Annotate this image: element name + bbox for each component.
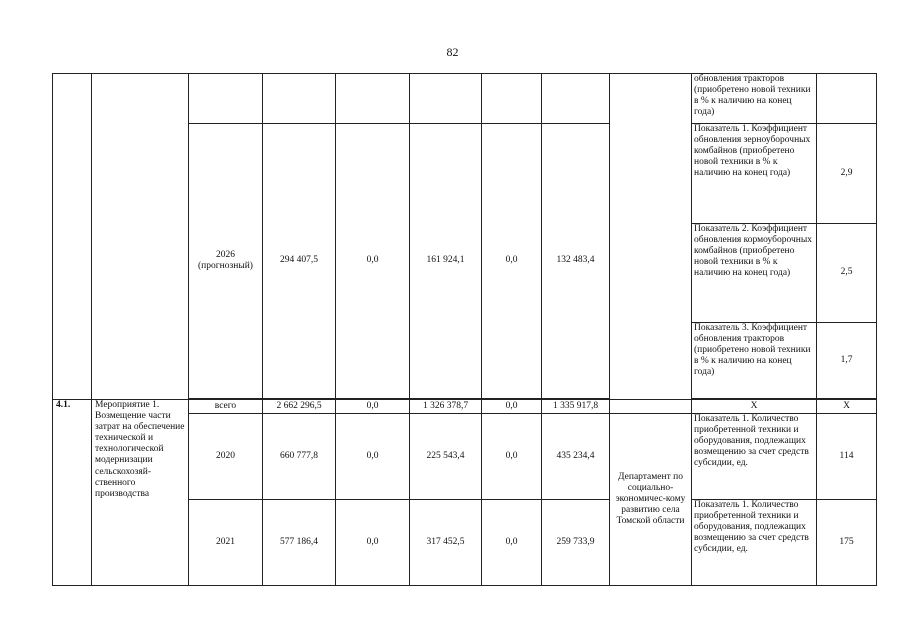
federal-value: 0,0 [336, 500, 410, 586]
extrabudget-value: 1 335 917,8 [542, 400, 610, 414]
page-number: 82 [446, 45, 459, 59]
indicator-text: Показатель 1. Количество приобретенной техники и оборудования, подлежащих возмещению за счет средств субсидии, ед. [692, 414, 817, 500]
local-value: 0,0 [482, 400, 542, 414]
indicator-text: обновления тракторов (приобретено новой техники в % к наличию на конец года) [692, 74, 817, 124]
cell-empty [610, 400, 692, 414]
year-label: 2026 (прогнозный) [189, 124, 263, 399]
indicator-x: X [692, 400, 817, 414]
total-value: 577 186,4 [263, 500, 336, 586]
indicator-value: 2,5 [817, 224, 877, 323]
table-row [53, 74, 877, 124]
total-label: всего [189, 400, 263, 414]
local-value: 0,0 [482, 500, 542, 586]
cell-empty [817, 74, 877, 124]
indicator-value: 2,9 [817, 124, 877, 224]
indicator-value: 175 [817, 500, 877, 586]
total-value: 660 777,8 [263, 414, 336, 500]
local-value: 0,0 [482, 414, 542, 500]
cell-empty [189, 74, 263, 124]
cell-empty [482, 74, 542, 124]
indicator-value: 114 [817, 414, 877, 500]
executor: Департамент по социально-экономичес-кому развитию села Томской области [610, 414, 692, 586]
regional-value: 225 543,4 [410, 414, 482, 500]
federal-value: 0,0 [336, 124, 410, 399]
federal-value: 0,0 [336, 400, 410, 414]
regional-value: 1 326 378,7 [410, 400, 482, 414]
cell-name-empty [92, 74, 189, 400]
extrabudget-value: 132 483,4 [542, 124, 610, 399]
value-x: X [817, 400, 877, 414]
item-name: Мероприятие 1. Возмещение части затрат на обеспечение технической и технологической модернизации сельскохозяй-ственного производства [92, 400, 189, 586]
cell-empty [336, 74, 410, 124]
program-table [52, 73, 877, 586]
table-row [53, 400, 877, 414]
indicator-text: Показатель 1. Количество приобретенной техники и оборудования, подлежащих возмещению за счет средств субсидии, ед. [692, 500, 817, 586]
regional-value: 161 924,1 [410, 124, 482, 399]
regional-value: 317 452,5 [410, 500, 482, 586]
item-number: 4.1. [53, 400, 92, 586]
total-value: 294 407,5 [263, 124, 336, 399]
cell-num-empty [53, 74, 92, 400]
local-value: 0,0 [482, 124, 542, 399]
cell-empty [542, 74, 610, 124]
cell-empty [263, 74, 336, 124]
year-label: 2020 [189, 414, 263, 500]
extrabudget-value: 435 234,4 [542, 414, 610, 500]
year-label: 2021 [189, 500, 263, 586]
indicator-text: Показатель 3. Коэффициент обновления тракторов (приобретено новой техники в % к наличию на конец года) [692, 323, 817, 399]
indicator-text: Показатель 1. Коэффициент обновления зерноуборочных комбайнов (приобретено новой техники в % к наличию на конец года) [692, 124, 817, 224]
cell-executor-empty [610, 74, 692, 400]
indicator-value: 1,7 [817, 323, 877, 399]
total-value: 2 662 296,5 [263, 400, 336, 414]
cell-empty [410, 74, 482, 124]
indicator-text: Показатель 2. Коэффициент обновления кормоуборочных комбайнов (приобретено новой техники в % к наличию на конец года) [692, 224, 817, 323]
federal-value: 0,0 [336, 414, 410, 500]
extrabudget-value: 259 733,9 [542, 500, 610, 586]
